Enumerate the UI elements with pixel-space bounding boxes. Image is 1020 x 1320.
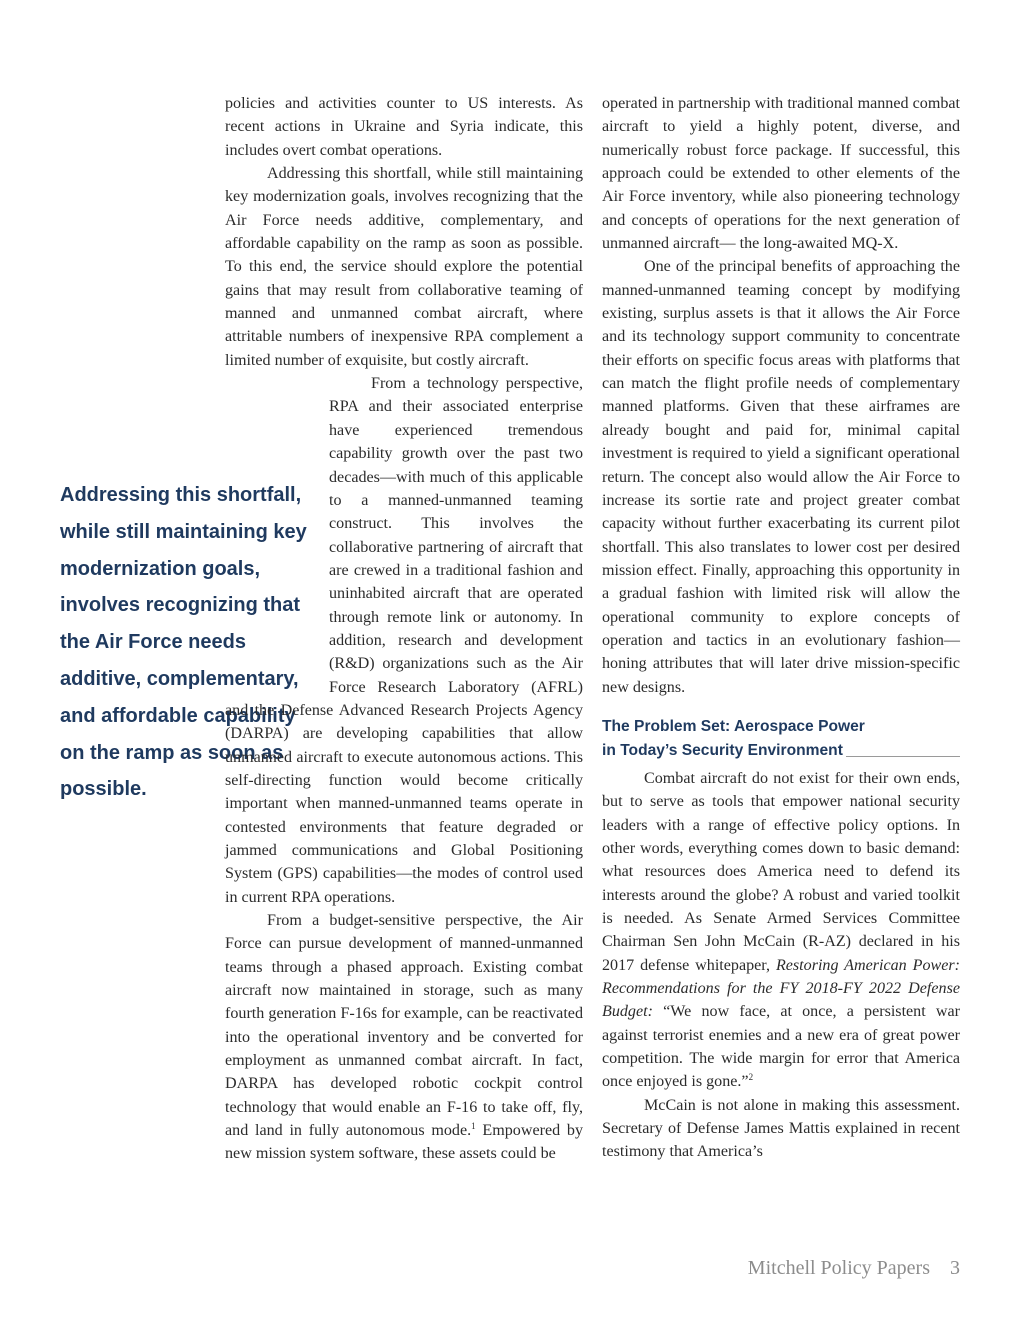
section-heading-line: The Problem Set: Aerospace Power	[602, 717, 865, 735]
paragraph-with-quote-wrap	[225, 372, 583, 909]
section-heading-line: in Today’s Security Environment	[602, 741, 843, 759]
paragraph: Addressing this shortfall, while still maintaining key modernization goals, involves recognizing that the Air Force needs additive, complementary, and affordable capability on the ramp as soon as possible. To this end, the service should explore the potential gains that may result from collaborative teaming of manned and unmanned combat aircraft, where attritable numbers of inexpensive RPA complement a limited number of exquisite, but costly aircraft.	[225, 165, 583, 369]
publication-name: Mitchell Policy Papers	[747, 1257, 930, 1279]
paragraph	[602, 767, 960, 1094]
paragraph-text: From a technology perspective, RPA and their associated enterprise have experienced tremendous capability growth over the past two decades—with much of this applicable to a manned-unmanned teaming construct. This involves the collaborative partnering of aircraft that are crewed in a traditional fashion and uninhabited aircraft that are operated through remote link or autonomy. In addition, research and development (R&D) organizations such as the Air Force Research Laboratory (AFRL) and the Defense Advanced Research Projects Agency (DARPA) are developing capabilities that allow unmanned aircraft to execute autonomous actions. This self-directing function would become critically important when manned-unmanned teams operate in contested environments that feature degraded or jammed communications and Global Positioning System (GPS) capabilities—the modes of control used in current RPA operations.	[225, 375, 583, 906]
paragraph: operated in partnership with traditional manned combat aircraft to yield a highly potent, diverse, and numerically robust force package. If successful, this approach could be extended to other elements of the Air Force inventory, while also pioneering technology and concepts of operations for the next generation of unmanned aircraft— the long-awaited MQ-X.	[602, 95, 960, 253]
section-heading	[602, 715, 960, 763]
body-column-right	[602, 92, 960, 1164]
paragraph-text: “We now face, at once, a persistent war against terrorist enemies and a new era of great power competition. The wide margin for error that America once enjoyed is gone.”	[602, 1003, 960, 1091]
body-column-middle	[225, 92, 583, 1166]
pull-quote: Addressing this shortfall, while still maintaining key modernization goals, involves recognizing that the Air Force needs additive, complementary, and affordable capability on the ramp as soon as possible.	[60, 484, 307, 801]
page-number: 3	[950, 1257, 960, 1279]
report-title: Restoring American Power: Recommendations for the FY 2018-FY 2022 Defense Budget:	[602, 956, 960, 1021]
paragraph	[225, 909, 583, 1166]
footnote-marker[interactable]: 2	[748, 1072, 754, 1083]
paragraph: policies and activities counter to US interests. As recent actions in Ukraine and Syria indicate, this includes overt combat operations.	[225, 95, 583, 159]
paragraph-text: Empowered by new mission system software, these assets could be	[225, 1122, 583, 1163]
paragraph-text: From a budget-sensitive perspective, the Air Force can pursue development of manned-unmanned teams through a phased approach. Existing combat aircraft now maintained in storage, such as many fourth generation F-16s for example, can be reactivated into the operational inventory and be converted for employment as unmanned combat aircraft. In fact, DARPA has developed robotic cockpit control technology that would enable an F-16 to take off, fly, and land in fully autonomous mode.	[225, 912, 583, 1140]
footnote-marker[interactable]: 1	[471, 1121, 476, 1132]
page-footer	[748, 1257, 960, 1280]
pull-quote-spacer	[225, 372, 329, 690]
heading-rule	[846, 756, 960, 757]
paragraph: McCain is not alone in making this assessment. Secretary of Defense James Mattis explained in recent testimony that America’s	[602, 1096, 960, 1161]
paragraph-text: Combat aircraft do not exist for their own ends, but to serve as tools that empower national security leaders with a range of effective policy options. In other words, everything comes down to basic demand: what resources does America need to defend its interests around the globe? A robust and varied toolkit is needed. As Senate Armed Services Committee Chairman Sen John McCain (R-AZ) declared in his 2017 defense whitepaper,	[602, 769, 960, 974]
paragraph: One of the principal benefits of approaching the manned-unmanned teaming concept by modifying existing, surplus assets is that it allows the Air Force and its technology support community to concentrate their efforts on specific focus areas with platforms that can match the flight profile needs of complementary manned platforms. Given that these airframes are already bought and paid for, minimal capital investment is required to yield a significant operational return. The concept also would allow the Air Force to increase its sortie rate and project greater combat capacity without further exacerbating its current pilot shortfall. This also translates to lower cost per desired mission effect. Finally, approaching this opportunity in a gradual fashion with limited risk will allow the operational community to explore concepts of operation and tactics in an evolutionary fashion—honing attributes that will later drive mission-specific new designs.	[602, 258, 960, 696]
